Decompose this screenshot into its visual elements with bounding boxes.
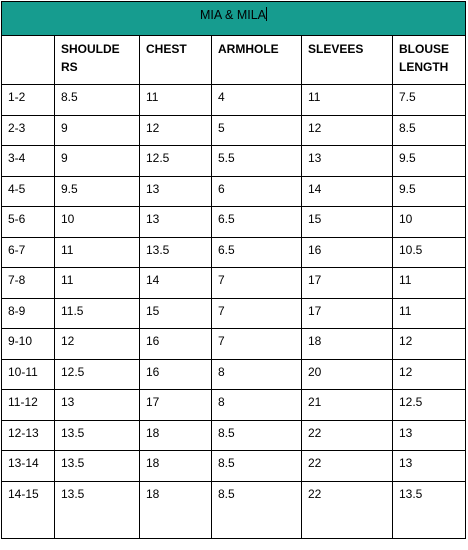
cell-value: 12: [308, 120, 322, 135]
cell-value: 13.5: [61, 456, 85, 470]
cell-blouse-length[interactable]: [393, 298, 466, 329]
cell-chest[interactable]: [140, 115, 212, 146]
cell-armhole[interactable]: [212, 451, 302, 482]
cell-slevees[interactable]: [302, 268, 393, 299]
cell-value: 8: [218, 395, 225, 409]
cell-blouse-length[interactable]: [393, 451, 466, 482]
cell-age[interactable]: [2, 85, 55, 116]
cell-age[interactable]: [2, 237, 55, 268]
cell-value: 18: [146, 425, 160, 440]
cell-value: 13: [399, 425, 413, 440]
cell-blouse-length[interactable]: [393, 146, 466, 177]
cell-value: 2-3: [8, 120, 26, 135]
cell-value: 8.5: [218, 486, 235, 501]
cell-value: 6: [218, 181, 225, 196]
cell-value: 13.5: [399, 486, 423, 501]
cell-value: 12: [399, 334, 413, 348]
cell-value: 6.5: [218, 242, 235, 257]
cell-chest[interactable]: [140, 329, 212, 360]
cell-age[interactable]: [2, 451, 55, 482]
cell-value: 9-10: [8, 334, 33, 348]
table-row: [2, 420, 466, 451]
cell-value: 12.5: [146, 151, 170, 165]
cell-value: 12: [61, 334, 75, 348]
cell-value: 8.5: [218, 425, 235, 440]
cell-value: 13: [61, 395, 75, 409]
cell-value: 13: [146, 181, 160, 196]
cell-value: 7: [218, 334, 225, 348]
cell-age[interactable]: [2, 207, 55, 238]
cell-value: 12.5: [61, 364, 85, 379]
cell-value: 7.5: [399, 90, 416, 104]
cell-blouse-length[interactable]: [393, 85, 466, 116]
cell-value: 7-8: [8, 273, 26, 287]
cell-value: 4: [218, 90, 225, 104]
cell-armhole[interactable]: [212, 420, 302, 451]
title-row: [2, 2, 466, 36]
cell-blouse-length[interactable]: [393, 420, 466, 451]
cell-shoulders[interactable]: [55, 176, 140, 207]
table-title: MIA & MILA: [200, 8, 267, 22]
cell-shoulders[interactable]: [55, 146, 140, 177]
cell-shoulders[interactable]: [55, 268, 140, 299]
cell-shoulders[interactable]: [55, 481, 140, 538]
cell-chest[interactable]: [140, 176, 212, 207]
size-chart-table: [1, 1, 466, 539]
cell-value: 18: [308, 334, 322, 348]
cell-value: 18: [146, 486, 160, 501]
cell-blouse-length[interactable]: [393, 207, 466, 238]
header-cell-shoulders[interactable]: SHOULDERS: [55, 36, 140, 85]
table-row: [2, 146, 466, 177]
cell-value: 9.5: [399, 181, 416, 196]
cell-slevees[interactable]: [302, 451, 393, 482]
table-row: [2, 451, 466, 482]
cell-blouse-length[interactable]: [393, 237, 466, 268]
table-row: [2, 268, 466, 299]
cell-armhole[interactable]: [212, 390, 302, 421]
cell-chest[interactable]: [140, 359, 212, 390]
cell-value: 10.5: [399, 242, 423, 257]
table-row: [2, 298, 466, 329]
cell-value: 7: [218, 273, 225, 287]
cell-value: 9: [61, 151, 68, 165]
table-row: [2, 390, 466, 421]
cell-value: 11: [146, 90, 159, 104]
cell-chest[interactable]: [140, 298, 212, 329]
table-row: [2, 359, 466, 390]
cell-shoulders[interactable]: [55, 298, 140, 329]
size-chart: [1, 1, 465, 539]
cell-age[interactable]: [2, 329, 55, 360]
cell-value: 20: [308, 364, 322, 379]
cell-blouse-length[interactable]: [393, 329, 466, 360]
cell-value: 16: [146, 334, 160, 348]
cell-value: 9.5: [399, 151, 416, 165]
table-row: [2, 115, 466, 146]
cell-value: 5.5: [218, 151, 235, 165]
cell-value: 18: [146, 456, 160, 470]
cell-value: 8: [218, 364, 225, 379]
cell-slevees[interactable]: [302, 329, 393, 360]
cell-value: 17: [146, 395, 160, 409]
cell-value: 16: [146, 364, 160, 379]
cell-value: 13.5: [146, 242, 170, 257]
cell-age[interactable]: [2, 481, 55, 538]
cell-armhole[interactable]: [212, 237, 302, 268]
cell-age[interactable]: [2, 420, 55, 451]
cell-armhole[interactable]: [212, 146, 302, 177]
header-cell-armhole[interactable]: ARMHOLE: [212, 36, 302, 85]
table-row: [2, 207, 466, 238]
cell-slevees[interactable]: [302, 359, 393, 390]
cell-blouse-length[interactable]: [393, 268, 466, 299]
cell-shoulders[interactable]: [55, 237, 140, 268]
cell-value: 8.5: [218, 456, 235, 470]
cell-armhole[interactable]: [212, 176, 302, 207]
cell-armhole[interactable]: [212, 298, 302, 329]
cell-value: 11: [399, 303, 412, 318]
cell-shoulders[interactable]: [55, 207, 140, 238]
cell-value: 14: [308, 181, 322, 196]
header-cell-age[interactable]: [2, 36, 55, 85]
cell-blouse-length[interactable]: [393, 176, 466, 207]
cell-value: 8.5: [399, 120, 416, 135]
cell-value: 14-15: [8, 486, 39, 501]
cell-shoulders[interactable]: [55, 420, 140, 451]
cell-value: 22: [308, 425, 322, 440]
cell-value: 9.5: [61, 181, 78, 196]
cell-shoulders[interactable]: [55, 85, 140, 116]
cell-shoulders[interactable]: [55, 390, 140, 421]
cell-armhole[interactable]: [212, 115, 302, 146]
cell-value: 17: [308, 303, 322, 318]
cell-age[interactable]: [2, 146, 55, 177]
cell-shoulders[interactable]: [55, 359, 140, 390]
cell-armhole[interactable]: [212, 268, 302, 299]
cell-slevees[interactable]: [302, 176, 393, 207]
cell-chest[interactable]: [140, 146, 212, 177]
cell-shoulders[interactable]: [55, 115, 140, 146]
cell-age[interactable]: [2, 298, 55, 329]
cell-value: 21: [308, 395, 322, 409]
cell-value: 22: [308, 486, 322, 501]
table-row: [2, 176, 466, 207]
cell-value: 12.5: [399, 395, 423, 409]
table-row: [2, 237, 466, 268]
cell-value: 13.5: [61, 425, 85, 440]
cell-value: 3-4: [8, 151, 26, 165]
cell-slevees[interactable]: [302, 390, 393, 421]
cell-value: 12: [146, 120, 160, 135]
cell-value: 22: [308, 456, 322, 470]
cell-value: 15: [146, 303, 160, 318]
title-cell[interactable]: [2, 2, 466, 36]
table-row: [2, 329, 466, 360]
cell-blouse-length[interactable]: [393, 115, 466, 146]
cell-value: 6-7: [8, 242, 26, 257]
cell-value: 11-12: [8, 395, 38, 409]
cell-armhole[interactable]: [212, 329, 302, 360]
cell-chest[interactable]: [140, 85, 212, 116]
cell-blouse-length[interactable]: [393, 481, 466, 538]
cell-value: 4-5: [8, 181, 26, 196]
cell-value: 13.5: [61, 486, 85, 501]
cell-age[interactable]: [2, 268, 55, 299]
cell-value: 8-9: [8, 303, 26, 318]
cell-value: 1-2: [8, 90, 26, 104]
cell-value: 7: [218, 303, 225, 318]
cell-value: 11.5: [61, 303, 84, 318]
header-cell-blouse-length[interactable]: BLOUSE LENGTH: [393, 36, 466, 85]
cell-value: 17: [308, 273, 322, 287]
cell-slevees[interactable]: [302, 146, 393, 177]
cell-shoulders[interactable]: [55, 451, 140, 482]
text-cursor: [266, 7, 267, 21]
header-cell-chest[interactable]: CHEST: [140, 36, 212, 85]
cell-armhole[interactable]: [212, 359, 302, 390]
cell-chest[interactable]: [140, 451, 212, 482]
cell-value: 11: [61, 242, 74, 257]
cell-value: 16: [308, 242, 322, 257]
cell-value: 12: [399, 364, 413, 379]
cell-chest[interactable]: [140, 420, 212, 451]
cell-slevees[interactable]: [302, 85, 393, 116]
cell-value: 13: [399, 456, 413, 470]
cell-age[interactable]: [2, 390, 55, 421]
cell-value: 11: [399, 273, 412, 287]
cell-age[interactable]: [2, 115, 55, 146]
cell-value: 10: [61, 212, 75, 226]
cell-value: 8.5: [61, 90, 78, 104]
cell-value: 11: [61, 273, 74, 287]
cell-slevees[interactable]: [302, 298, 393, 329]
cell-value: 12-13: [8, 425, 39, 440]
cell-chest[interactable]: [140, 481, 212, 538]
table-row: [2, 481, 466, 538]
cell-chest[interactable]: [140, 390, 212, 421]
table-row: [2, 85, 466, 116]
cell-value: 6.5: [218, 212, 235, 226]
cell-value: 9: [61, 120, 68, 135]
cell-value: 13: [308, 151, 322, 165]
header-row: [2, 36, 466, 85]
cell-chest[interactable]: [140, 237, 212, 268]
cell-slevees[interactable]: [302, 115, 393, 146]
cell-chest[interactable]: [140, 207, 212, 238]
cell-value: 5-6: [8, 212, 26, 226]
cell-value: 15: [308, 212, 322, 226]
cell-value: 11: [308, 90, 321, 104]
cell-shoulders[interactable]: [55, 329, 140, 360]
cell-blouse-length[interactable]: [393, 359, 466, 390]
cell-slevees[interactable]: [302, 481, 393, 538]
header-cell-slevees[interactable]: SLEVEES: [302, 36, 393, 85]
cell-armhole[interactable]: [212, 481, 302, 538]
cell-value: 13: [146, 212, 160, 226]
cell-value: 10: [399, 212, 413, 226]
cell-slevees[interactable]: [302, 237, 393, 268]
cell-value: 5: [218, 120, 225, 135]
cell-age[interactable]: [2, 359, 55, 390]
cell-slevees[interactable]: [302, 207, 393, 238]
cell-value: 10-11: [8, 364, 38, 379]
cell-value: 13-14: [8, 456, 39, 470]
cell-armhole[interactable]: [212, 85, 302, 116]
cell-armhole[interactable]: [212, 207, 302, 238]
cell-blouse-length[interactable]: [393, 390, 466, 421]
cell-value: 14: [146, 273, 160, 287]
cell-slevees[interactable]: [302, 420, 393, 451]
cell-age[interactable]: [2, 176, 55, 207]
cell-chest[interactable]: [140, 268, 212, 299]
